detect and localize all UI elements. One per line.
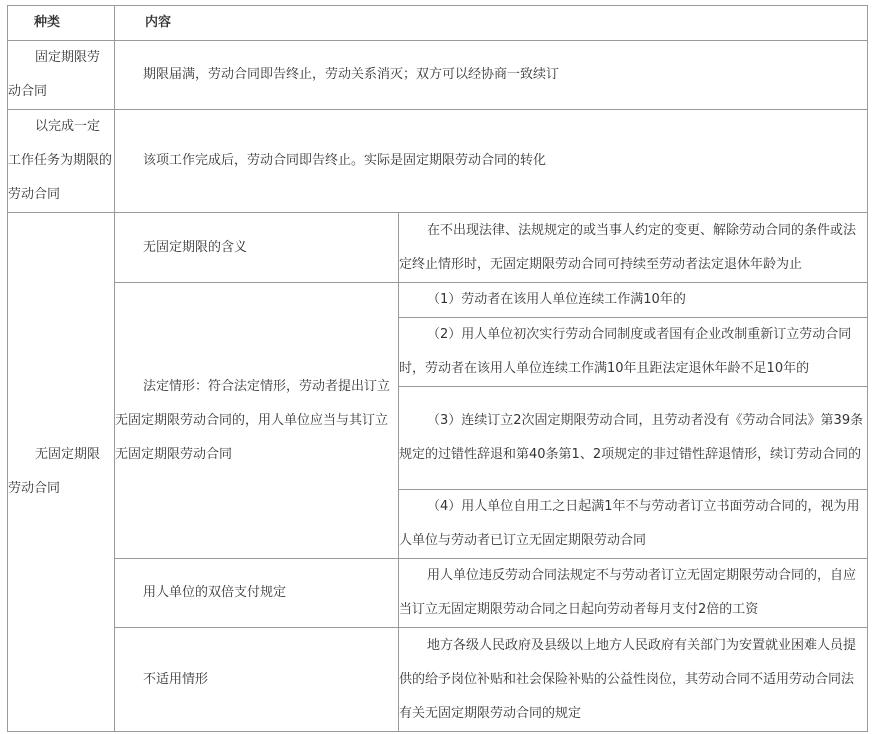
label-meaning: 无固定期限的含义 xyxy=(115,213,399,283)
type-open-ended: 无固定期限劳动合同 xyxy=(8,213,115,732)
label-double-pay: 用人单位的双倍支付规定 xyxy=(115,559,399,628)
header-content: 内容 xyxy=(115,6,868,41)
text-meaning: 在不出现法律、法规规定的或当事人约定的变更、解除劳动合同的条件或法定终止情形时，无固定期限劳动合同可持续至劳动者法定退休年龄为止 xyxy=(399,213,868,283)
statutory-item-1: （1）劳动者在该用人单位连续工作满10年的 xyxy=(399,283,868,318)
statutory-item-2: （2）用人单位初次实行劳动合同制度或者国有企业改制重新订立劳动合同时，劳动者在该用人单位连续工作满10年且距法定退休年龄不足10年的 xyxy=(399,318,868,387)
header-type: 种类 xyxy=(8,6,115,41)
statutory-item-4: （4）用人单位自用工之日起满1年不与劳动者订立书面劳动合同的，视为用人单位与劳动者已订立无固定期限劳动合同 xyxy=(399,490,868,559)
type-task-based: 以完成一定工作任务为期限的劳动合同 xyxy=(8,110,115,213)
table-row xyxy=(8,628,868,732)
table-row xyxy=(8,110,868,213)
content-task-based: 该项工作完成后，劳动合同即告终止。实际是固定期限劳动合同的转化 xyxy=(115,110,868,213)
content-fixed-term: 期限届满，劳动合同即告终止，劳动关系消灭；双方可以经协商一致续订 xyxy=(115,41,868,110)
table-row xyxy=(8,559,868,628)
label-not-applicable: 不适用情形 xyxy=(115,628,399,732)
table-row xyxy=(8,41,868,110)
table-row xyxy=(8,283,868,318)
type-fixed-term: 固定期限劳动合同 xyxy=(8,41,115,110)
table-row xyxy=(8,213,868,283)
text-not-applicable: 地方各级人民政府及县级以上地方人民政府有关部门为安置就业困难人员提供的给予岗位补贴和社会保险补贴的公益性岗位，其劳动合同不适用劳动合同法有关无固定期限劳动合同的规定 xyxy=(399,628,868,732)
labor-contract-table xyxy=(7,5,868,732)
text-double-pay: 用人单位违反劳动合同法规定不与劳动者订立无固定期限劳动合同的，自应当订立无固定期限劳动合同之日起向劳动者每月支付2倍的工资 xyxy=(399,559,868,628)
statutory-item-3: （3）连续订立2次固定期限劳动合同，且劳动者没有《劳动合同法》第39条规定的过错性辞退和第40条第1、2项规定的非过错性辞退情形，续订劳动合同的 xyxy=(399,387,868,490)
label-statutory: 法定情形：符合法定情形，劳动者提出订立无固定期限劳动合同的，用人单位应当与其订立无固定期限劳动合同 xyxy=(115,283,399,559)
header-row xyxy=(8,6,868,41)
